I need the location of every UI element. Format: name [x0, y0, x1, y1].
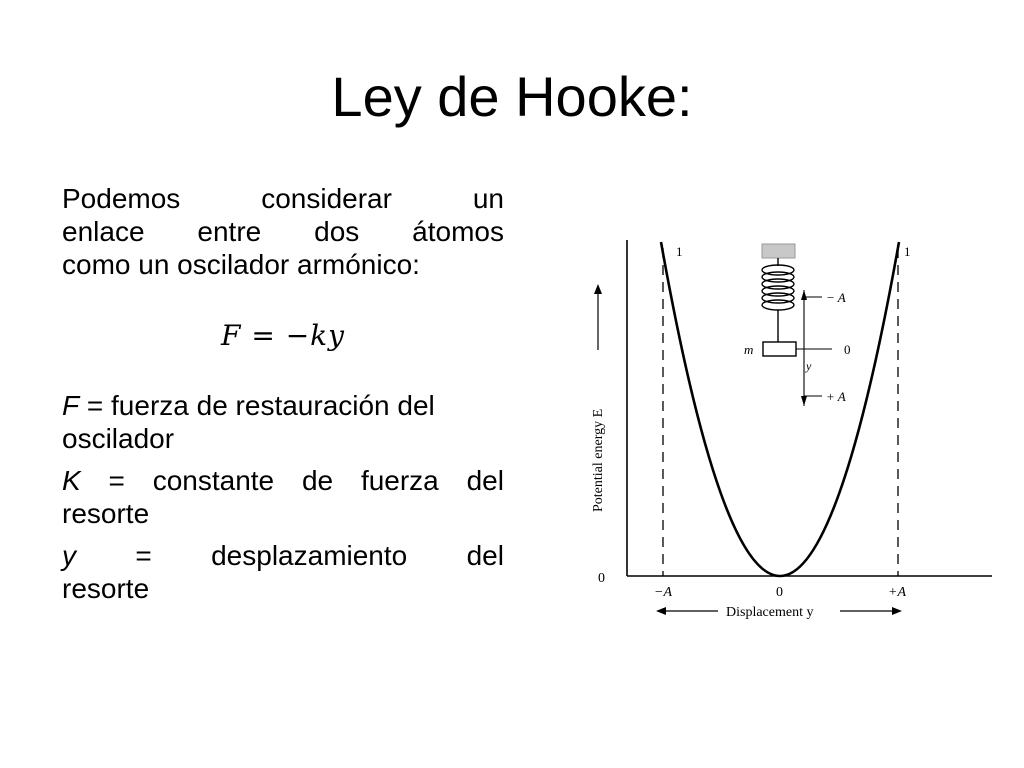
definition-K — [62, 464, 504, 530]
spring-mass-diagram — [744, 244, 851, 406]
definition-F — [62, 389, 504, 455]
definition-continuation: oscilador — [62, 423, 175, 454]
y-tick-zero: 0 — [598, 571, 605, 586]
y-axis-label: Potential energy E — [591, 408, 606, 512]
word: considerar — [261, 183, 392, 214]
intro-line-3: como un oscilador armónico: — [62, 249, 420, 280]
definition-y — [62, 539, 504, 605]
word: entre — [197, 216, 262, 247]
pos-label-minus-A: − A — [826, 290, 846, 305]
spring-coils — [762, 265, 794, 310]
symbol: y — [62, 540, 76, 571]
word: átomos — [412, 216, 504, 247]
word: Podemos — [62, 183, 181, 214]
word: fuerza — [360, 465, 439, 496]
text-column — [62, 182, 504, 614]
pos-label-zero: 0 — [844, 342, 851, 357]
word: dos — [314, 216, 360, 247]
definition-line — [62, 464, 504, 497]
x-axis-label: Displacement y — [726, 605, 814, 620]
word: = — [135, 540, 152, 571]
intro-line-2 — [62, 215, 504, 248]
word: enlace — [62, 216, 145, 247]
xlabel-arrowhead-right — [892, 607, 902, 615]
guide-arrowhead-down — [801, 396, 807, 406]
x-tick-zero: 0 — [776, 585, 783, 600]
ylabel-arrowhead — [594, 284, 602, 294]
word: del — [466, 540, 504, 571]
symbol: K — [62, 465, 81, 496]
disp-label: y — [806, 359, 812, 373]
potential-parabola — [661, 242, 899, 576]
word: = — [108, 465, 125, 496]
definition-text: = fuerza de restauración del — [79, 390, 435, 421]
mass-block — [763, 342, 796, 356]
x-tick-plus-A: +A — [888, 585, 906, 600]
top-mark-left: 1 — [676, 244, 683, 259]
top-mark-right: 1 — [904, 244, 911, 259]
word: un — [472, 183, 504, 214]
intro-paragraph — [62, 182, 504, 281]
definition-line — [62, 539, 504, 572]
word: del — [466, 465, 504, 496]
intro-line-1 — [62, 182, 504, 215]
word: constante — [152, 465, 275, 496]
hooke-formula: F = −ky — [221, 319, 345, 352]
mass-label: m — [744, 342, 754, 357]
potential-energy-figure — [560, 230, 1000, 640]
definition-continuation: resorte — [62, 498, 150, 529]
x-tick-minus-A: −A — [654, 585, 672, 600]
definition-line — [62, 389, 504, 422]
xlabel-arrowhead-left — [656, 607, 666, 615]
symbol: F — [62, 390, 80, 421]
slide-title: Ley de Hooke: — [331, 65, 693, 128]
ceiling-support — [762, 244, 795, 258]
pos-label-plus-A: + A — [826, 389, 846, 404]
word: de — [301, 465, 334, 496]
guide-arrowhead-up — [801, 290, 807, 300]
definition-continuation: resorte — [62, 573, 150, 604]
word: desplazamiento — [211, 540, 408, 571]
